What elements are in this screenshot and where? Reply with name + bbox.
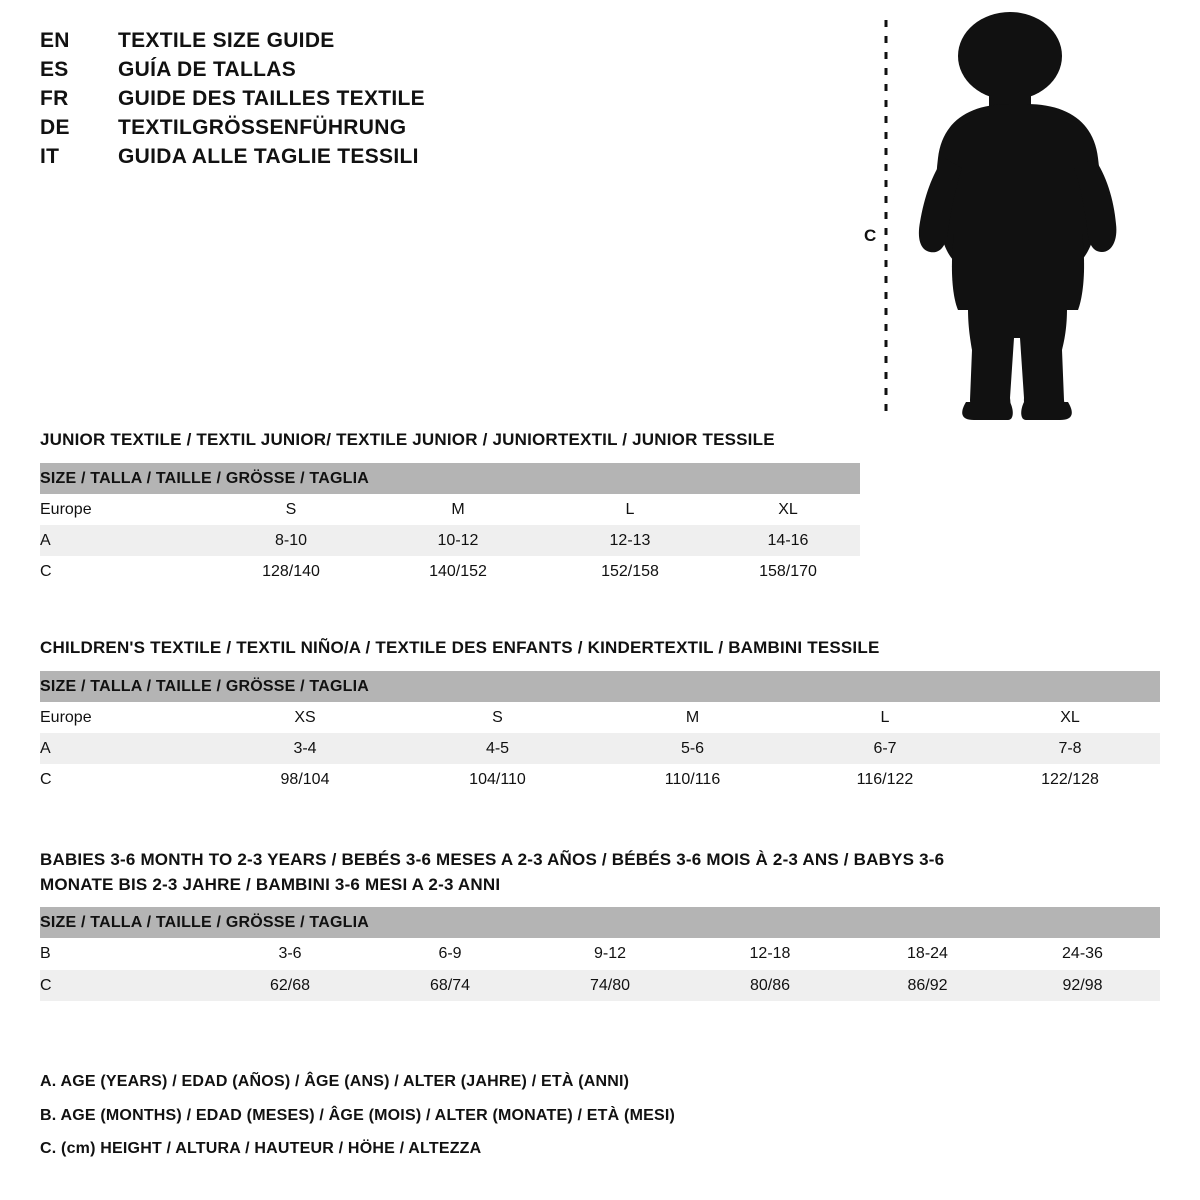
row-label: B [40, 945, 51, 963]
section-title: BABIES 3-6 MONTH TO 2-3 YEARS / BEBÉS 3-6 MESES A 2-3 AÑOS / BÉBÉS 3-6 MOIS À 2-3 ANS / BABYS 3-6 MONATE BIS 2-3 JAHRE / BAMBINI 3-6 MESI A 2-3 ANNI [40, 850, 945, 894]
height-measure-label: C [864, 226, 877, 245]
cell: S [285, 500, 297, 518]
row-label: A [40, 740, 51, 758]
cell: S [492, 708, 503, 726]
cell: L [625, 500, 635, 518]
row-label: Europe [40, 708, 92, 726]
language-code: ES [40, 58, 69, 81]
cell: M [685, 708, 700, 726]
cell: 12-13 [609, 532, 651, 550]
cell: 74/80 [589, 976, 631, 994]
table-row [40, 494, 860, 525]
cell: 128/140 [262, 563, 320, 581]
cell: 3-4 [293, 740, 317, 758]
band-label: SIZE / TALLA / TAILLE / GRÖSSE / TAGLIA [40, 469, 369, 487]
row-label: Europe [40, 500, 92, 518]
size-table-babies [40, 907, 1160, 1001]
cell: 6-9 [438, 945, 462, 963]
cell: 5-6 [680, 740, 705, 758]
cell: 158/170 [759, 563, 817, 581]
cell: 9-12 [593, 945, 627, 963]
band-label: SIZE / TALLA / TAILLE / GRÖSSE / TAGLIA [40, 677, 369, 695]
language-row [40, 117, 660, 138]
language-code: EN [40, 29, 70, 52]
language-row [40, 30, 660, 51]
band-label: SIZE / TALLA / TAILLE / GRÖSSE / TAGLIA [40, 914, 369, 932]
cell: 80/86 [749, 976, 791, 994]
table-row [40, 556, 860, 587]
size-table-junior [40, 463, 860, 588]
legend-item-a: A. AGE (YEARS) / EDAD (AÑOS) / ÂGE (ANS) / ALTER (JAHRE) / ETÀ (ANNI) [40, 1073, 630, 1090]
cell: L [880, 708, 890, 726]
child-silhouette-icon [858, 8, 1158, 428]
cell: 140/152 [429, 563, 487, 581]
section-title: JUNIOR TEXTILE / TEXTIL JUNIOR/ TEXTILE JUNIOR / JUNIORTEXTIL / JUNIOR TESSILE [40, 430, 775, 449]
cell: 92/98 [1062, 976, 1103, 994]
language-title: TEXTILGRÖSSENFÜHRUNG [118, 116, 407, 139]
cell: 7-8 [1058, 740, 1082, 758]
section-babies-textile [40, 848, 1160, 1001]
cell: 6-7 [873, 740, 897, 758]
legend-block [40, 1065, 675, 1166]
cell: XL [1060, 708, 1080, 726]
row-label: A [40, 532, 51, 550]
cell: 24-36 [1062, 945, 1103, 963]
cell: 152/158 [601, 563, 659, 581]
table-row [40, 525, 860, 556]
language-code: IT [40, 145, 60, 168]
legend-item-c: C. (cm) HEIGHT / ALTURA / HAUTEUR / HÖHE / ALTEZZA [40, 1140, 482, 1158]
child-silhouette-figure [858, 8, 1158, 428]
cell: M [451, 500, 465, 518]
language-title: GUIDE DES TAILLES TEXTILE [118, 87, 425, 110]
legend-item-b: B. AGE (MONTHS) / EDAD (MESES) / ÂGE (MOIS) / ALTER (MONATE) / ETÀ (MESI) [40, 1106, 676, 1124]
table-band-row [40, 671, 1160, 702]
row-label: C [40, 976, 52, 994]
language-title: TEXTILE SIZE GUIDE [118, 29, 335, 52]
language-title: GUIDA ALLE TAGLIE TESSILI [118, 145, 419, 168]
cell: 4-5 [485, 740, 510, 758]
language-row [40, 146, 660, 167]
language-code: DE [40, 116, 70, 139]
language-row [40, 88, 660, 109]
cell: 3-6 [278, 945, 302, 963]
section-title: CHILDREN'S TEXTILE / TEXTIL NIÑO/A / TEXTILE DES ENFANTS / KINDERTEXTIL / BAMBINI TESSILE [40, 638, 880, 657]
cell: XS [294, 708, 316, 726]
cell: 122/128 [1041, 771, 1099, 789]
cell: 62/68 [269, 976, 311, 994]
cell: XL [778, 500, 798, 518]
cell: 10-12 [437, 532, 479, 550]
table-row [40, 970, 1160, 1001]
table-row [40, 764, 1160, 795]
cell: 18-24 [907, 945, 948, 963]
cell: 8-10 [274, 532, 308, 550]
table-band-row [40, 463, 860, 494]
cell: 68/74 [429, 976, 471, 994]
table-row [40, 938, 1160, 969]
cell: 110/116 [664, 771, 721, 789]
cell: 116/122 [856, 771, 914, 789]
size-table-children [40, 671, 1160, 796]
row-label: C [40, 771, 52, 789]
cell: 104/110 [469, 771, 526, 789]
cell: 14-16 [767, 532, 809, 550]
section-junior-textile [40, 428, 1160, 587]
table-row [40, 702, 1160, 733]
table-band-row [40, 907, 1160, 938]
language-code: FR [40, 87, 69, 110]
language-title-block [40, 30, 660, 175]
section-childrens-textile [40, 636, 1160, 795]
cell: 12-18 [749, 945, 791, 963]
cell: 98/104 [280, 771, 330, 789]
table-row [40, 733, 1160, 764]
row-label: C [40, 563, 52, 581]
language-title: GUÍA DE TALLAS [118, 58, 297, 81]
language-row [40, 59, 660, 80]
cell: 86/92 [907, 976, 948, 994]
